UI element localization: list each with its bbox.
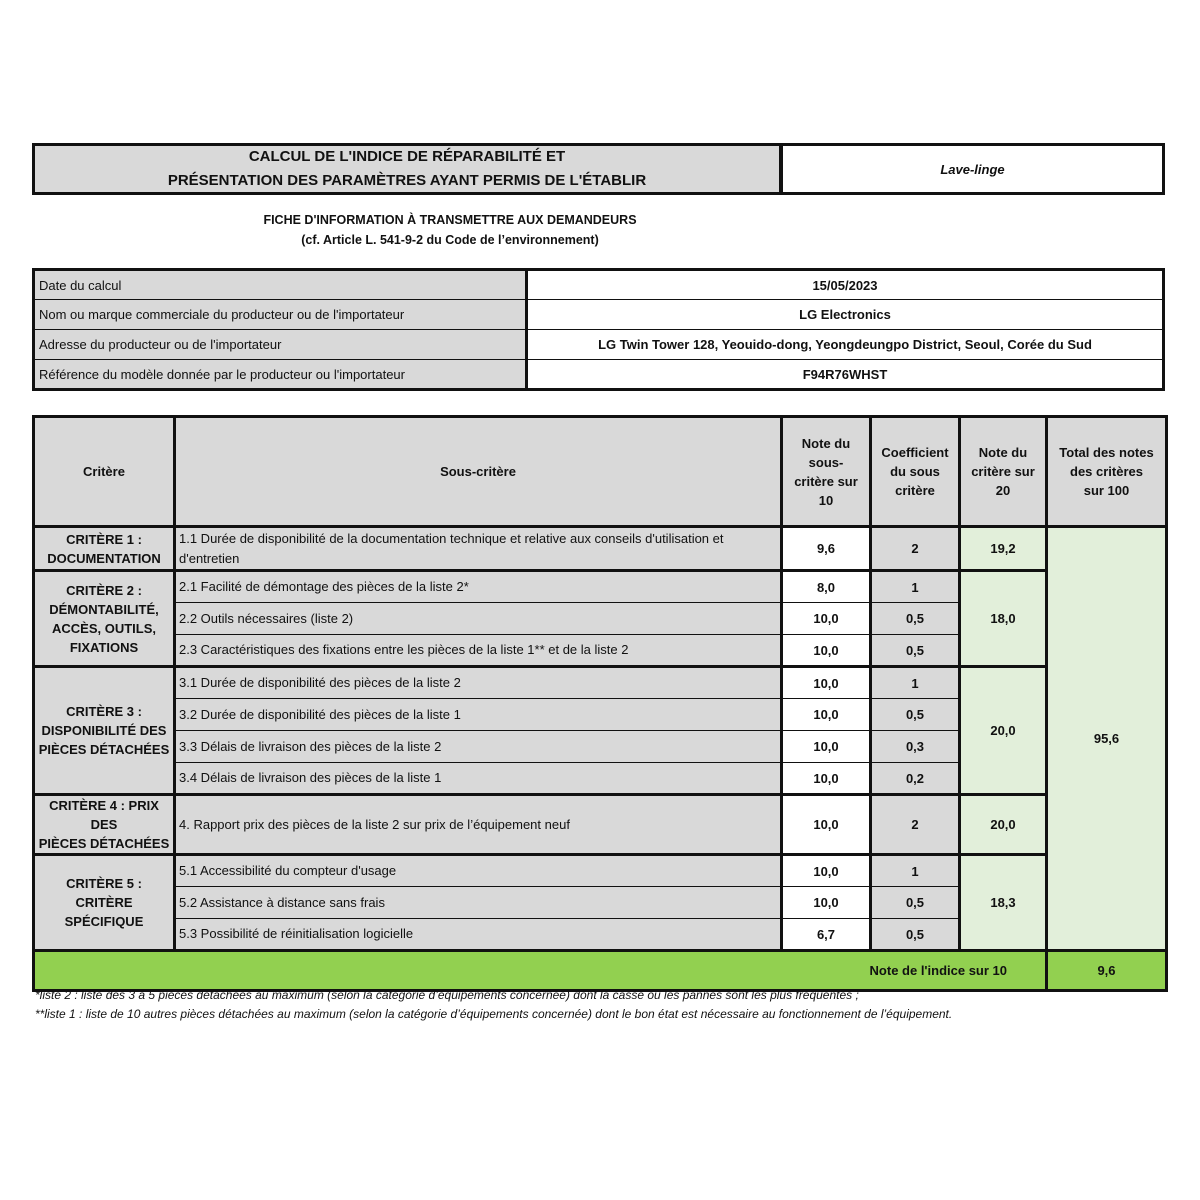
note-3-4: 10,0 <box>782 763 871 795</box>
table-row <box>34 795 1167 855</box>
info-value-brand: LG Electronics <box>527 300 1164 330</box>
coef-3-1: 1 <box>871 667 960 699</box>
criterion-3-line-3: PIÈCES DÉTACHÉES <box>38 742 170 757</box>
info-label-date: Date du calcul <box>34 270 527 300</box>
footnote-liste-2: *liste 2 : liste des 3 à 5 pièces détachées au maximum (selon la catégorie d’équipements concernée) dont la casse ou les pannes sont les plus fréquentes ; <box>35 988 859 1002</box>
criterion-2-line-4: FIXATIONS <box>69 639 139 655</box>
info-table <box>32 268 1165 391</box>
note-3-2: 10,0 <box>782 699 871 731</box>
criterion-1-line-2: DOCUMENTATION <box>47 550 161 566</box>
title-line-2: PRÉSENTATION DES PARAMÈTRES AYANT PERMIS DE L'ÉTABLIR <box>167 172 647 189</box>
info-row <box>34 360 1164 390</box>
note-4: 10,0 <box>782 795 871 855</box>
subtitle <box>100 210 800 250</box>
info-label-brand: Nom ou marque commerciale du producteur ou de l'importateur <box>34 300 527 330</box>
total-100: 95,6 <box>1047 527 1167 951</box>
repairability-table <box>32 415 1168 992</box>
criterion-4-line-1: CRITÈRE 4 : PRIX DES <box>49 798 159 832</box>
sub-criterion-5-1: 5.1 Accessibilité du compteur d'usage <box>175 855 782 887</box>
header-note-sous-l1: Note du sous- <box>801 435 851 470</box>
note-2-2: 10,0 <box>782 603 871 635</box>
sub-criterion-2-1: 2.1 Facilité de démontage des pièces de la liste 2* <box>175 571 782 603</box>
final-score-label: Note de l'indice sur 10 <box>34 951 1047 991</box>
header-total-l3: sur 100 <box>1083 483 1130 498</box>
criterion-2 <box>34 571 175 667</box>
coef-1-1: 2 <box>871 527 960 571</box>
coef-5-1: 1 <box>871 855 960 887</box>
table-row <box>34 855 1167 887</box>
document-title <box>32 143 782 195</box>
info-value-address: LG Twin Tower 128, Yeouido-dong, Yeongdeungpo District, Seoul, Corée du Sud <box>527 330 1164 360</box>
note-5-1: 10,0 <box>782 855 871 887</box>
sub-criterion-2-3: 2.3 Caractéristiques des fixations entre les pièces de la liste 1** et de la liste 2 <box>175 635 782 667</box>
note-3-1: 10,0 <box>782 667 871 699</box>
header-total-100 <box>1047 417 1167 527</box>
header-note-critere-20 <box>960 417 1047 527</box>
header-note20-l2: critère sur 20 <box>971 464 1035 498</box>
header-total-l2: des critères <box>1070 464 1143 479</box>
note-5-3: 6,7 <box>782 919 871 951</box>
info-row <box>34 330 1164 360</box>
header-coefficient <box>871 417 960 527</box>
note-2-3: 10,0 <box>782 635 871 667</box>
subtitle-line-2: (cf. Article L. 541-9-2 du Code de l’environnement) <box>301 233 599 247</box>
sub-criterion-1-1: 1.1 Durée de disponibilité de la documentation technique et relative aux conseils d'utilisation et d'entretien <box>175 527 782 571</box>
info-label-address: Adresse du producteur ou de l'importateur <box>34 330 527 360</box>
note20-criterion-4: 20,0 <box>960 795 1047 855</box>
criterion-3-line-2: DISPONIBILITÉ DES <box>41 723 167 738</box>
footnotes <box>35 986 1165 1024</box>
criterion-5-line-1: CRITÈRE 5 : CRITÈRE <box>66 876 142 910</box>
footnote-liste-1: **liste 1 : liste de 10 autres pièces détachées au maximum (selon la catégorie d’équipements concernée) dont le bon état est nécessaire au fonctionnement de l’équipement. <box>35 1007 953 1021</box>
coef-3-2: 0,5 <box>871 699 960 731</box>
criterion-3-line-1: CRITÈRE 3 : <box>66 704 142 719</box>
info-row <box>34 270 1164 300</box>
header-total-l1: Total des notes <box>1059 445 1154 460</box>
sub-criterion-5-3: 5.3 Possibilité de réinitialisation logicielle <box>175 919 782 951</box>
header-row <box>34 417 1167 527</box>
header-coef-l3: critère <box>895 483 935 498</box>
sub-criterion-4: 4. Rapport prix des pièces de la liste 2 sur prix de l’équipement neuf <box>175 795 782 855</box>
title-line-1: CALCUL DE L'INDICE DE RÉPARABILITÉ ET <box>248 148 566 165</box>
criterion-1-line-1: CRITÈRE 1 : <box>66 531 142 547</box>
table-row <box>34 667 1167 699</box>
coef-4: 2 <box>871 795 960 855</box>
note-2-1: 8,0 <box>782 571 871 603</box>
criterion-3 <box>34 667 175 795</box>
info-value-date: 15/05/2023 <box>527 270 1164 300</box>
criterion-4-line-2: PIÈCES DÉTACHÉES <box>38 836 170 851</box>
sub-criterion-3-2: 3.2 Durée de disponibilité des pièces de la liste 1 <box>175 699 782 731</box>
table-row <box>34 527 1167 571</box>
criterion-2-line-1: CRITÈRE 2 : <box>66 582 142 598</box>
sub-criterion-5-2: 5.2 Assistance à distance sans frais <box>175 887 782 919</box>
info-row <box>34 300 1164 330</box>
header-sous-critere: Sous-critère <box>175 417 782 527</box>
note20-criterion-3: 20,0 <box>960 667 1047 795</box>
subtitle-line-1: FICHE D'INFORMATION À TRANSMETTRE AUX DEMANDEURS <box>263 213 637 227</box>
final-score-value: 9,6 <box>1047 951 1167 991</box>
info-label-model: Référence du modèle donnée par le producteur ou l'importateur <box>34 360 527 390</box>
info-value-model: F94R76WHST <box>527 360 1164 390</box>
note-1-1: 9,6 <box>782 527 871 571</box>
criterion-2-line-2: DÉMONTABILITÉ, <box>49 601 159 617</box>
sub-criterion-2-2: 2.2 Outils nécessaires (liste 2) <box>175 603 782 635</box>
coef-2-2: 0,5 <box>871 603 960 635</box>
criterion-5 <box>34 855 175 951</box>
criterion-2-line-3: ACCÈS, OUTILS, <box>51 620 156 636</box>
criterion-1 <box>34 527 175 571</box>
note-3-3: 10,0 <box>782 731 871 763</box>
table-row <box>34 571 1167 603</box>
note20-criterion-1: 19,2 <box>960 527 1047 571</box>
sub-criterion-3-1: 3.1 Durée de disponibilité des pièces de la liste 2 <box>175 667 782 699</box>
criterion-5-line-2: SPÉCIFIQUE <box>64 914 144 929</box>
coef-2-3: 0,5 <box>871 635 960 667</box>
coef-3-3: 0,3 <box>871 731 960 763</box>
note20-criterion-2: 18,0 <box>960 571 1047 667</box>
header-note-sous-l2: critère sur 10 <box>794 473 858 508</box>
coef-5-3: 0,5 <box>871 919 960 951</box>
coef-2-1: 1 <box>871 571 960 603</box>
header-coef-l2: du sous <box>890 464 940 479</box>
criterion-4 <box>34 795 175 855</box>
sub-criterion-3-3: 3.3 Délais de livraison des pièces de la liste 2 <box>175 731 782 763</box>
header-coef-l1: Coefficient <box>881 445 949 460</box>
sub-criterion-3-4: 3.4 Délais de livraison des pièces de la liste 1 <box>175 763 782 795</box>
product-type: Lave-linge <box>780 143 1165 195</box>
note20-criterion-5: 18,3 <box>960 855 1047 951</box>
coef-3-4: 0,2 <box>871 763 960 795</box>
header-critere: Critère <box>34 417 175 527</box>
header-note-sous-critere <box>782 417 871 527</box>
coef-5-2: 0,5 <box>871 887 960 919</box>
header-note20-l1: Note du <box>978 445 1028 460</box>
note-5-2: 10,0 <box>782 887 871 919</box>
final-score-row <box>34 951 1167 991</box>
